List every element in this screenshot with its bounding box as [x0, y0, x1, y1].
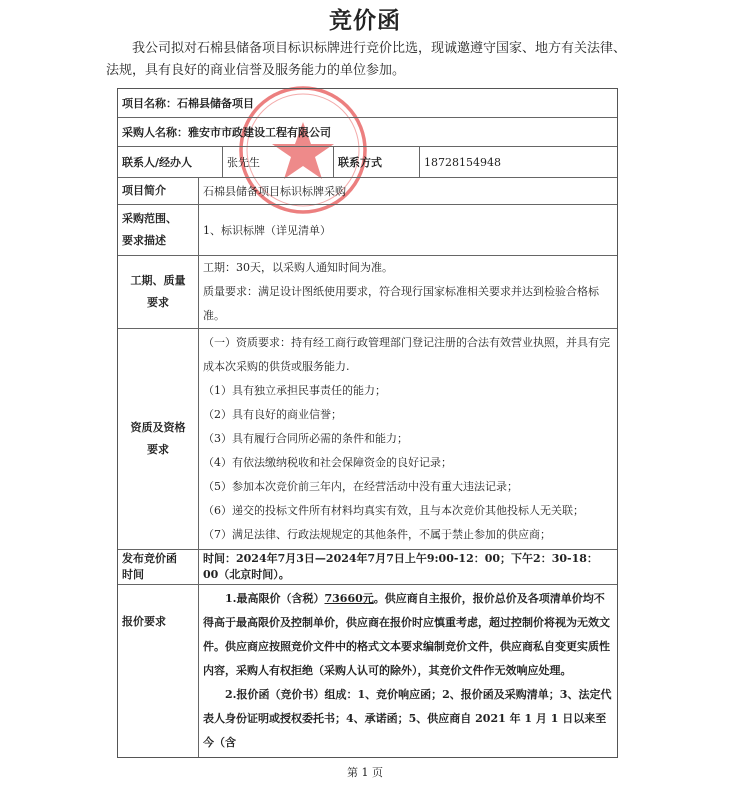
row-publish-time — [118, 549, 617, 584]
brief-value: 石棉县储备项目标识标牌采购 — [203, 185, 346, 198]
scope-label-line1: 采购范围、 — [122, 212, 177, 225]
scope-value: 1、标识标牌（详见清单） — [203, 224, 331, 237]
publish-time-label — [118, 550, 199, 584]
period-label-line1: 工期、质量 — [130, 274, 186, 287]
phone-label: 联系方式 — [334, 147, 420, 177]
row-project-name — [118, 89, 617, 117]
row-period — [118, 255, 617, 328]
document-title: 竞价函 — [329, 7, 401, 34]
quote-label: 报价要求 — [118, 585, 199, 757]
qualification-item: （5）参加本次竞价前三年内，在经营活动中没有重大违法记录； — [203, 480, 518, 493]
contact-value: 张先生 — [223, 147, 334, 177]
qualification-item: （一）资质要求：持有经工商行政管理部门登记注册的合法有效营业执照，并具有完 — [203, 336, 610, 349]
qualification-label — [118, 329, 199, 549]
quote-2: 2.报价函（竞价书）组成：1、竞价响应函；2、报价函及采购清单；3、法定代表人身份证明或授权委托书；4、承诺函；5、供应商自 2021 年 1 月 1 日以来至今（含 — [203, 688, 612, 749]
publish-time-value: 时间：2024年7月3日—2024年7月7日上午9:00-12：00；下午2：30-18：00（北京时间）。 — [203, 552, 598, 581]
purchaser-name: 采购人名称：雅安市市政建设工程有限公司 — [122, 126, 331, 139]
row-brief — [118, 177, 617, 204]
quote-value — [199, 585, 617, 757]
period-label — [118, 256, 199, 328]
period-value — [199, 256, 617, 328]
quote-1-prefix: 1.最高限价（含税） — [225, 592, 325, 605]
qualification-item: （3）具有履行合同所必需的条件和能力； — [203, 432, 408, 445]
max-price: 73660元 — [324, 592, 374, 605]
qualification-item: （7）满足法律、行政法规规定的其他条件，不属于禁止参加的供应商； — [203, 528, 551, 541]
scope-label-line2: 要求描述 — [122, 234, 166, 247]
project-name: 项目名称：石棉县储备项目 — [122, 97, 254, 110]
qualification-label-line1: 资质及资格 — [130, 421, 186, 434]
quote-1-rest: 。供应商自主报价，报价总价及各项清单价均不得高于最高限价及控制单价，供应商在报价时应慎重考虑，超过控制价将视为无效文件。供应商应按照竞价文件中的格式文本要求编制竞价文件，供应商私自变更实质性内容，采购人有权拒绝（采购人认可的除外），其竞价文件作无效响应处理。 — [203, 592, 610, 677]
qualification-item: （1）具有独立承担民事责任的能力； — [203, 384, 386, 397]
period-text: 工期：30天，以采购人通知时间为准。 — [203, 261, 393, 274]
phone-value: 18728154948 — [424, 155, 501, 169]
publish-time-label-line1: 发布竞价函 — [122, 552, 177, 565]
bid-info-table — [117, 88, 618, 758]
qualification-item: （4）有依法缴纳税收和社会保障资金的良好记录； — [203, 456, 452, 469]
intro-paragraph: 我公司拟对石棉县储备项目标识标牌进行竞价比选，现诚邀遵守国家、地方有关法律、法规，具有良好的商业信誉及服务能力的单位参加。 — [106, 41, 627, 78]
period-label-line2: 要求 — [147, 296, 169, 309]
row-qualification — [118, 328, 617, 549]
scope-label — [118, 205, 199, 255]
row-scope — [118, 204, 617, 255]
page-number: 第 1 页 — [347, 766, 383, 779]
qualification-list — [199, 329, 617, 549]
publish-time-label-line2: 时间 — [122, 568, 144, 581]
qualification-item: （2）具有良好的商业信誉； — [203, 408, 342, 421]
row-purchaser — [118, 117, 617, 146]
quality-text: 质量要求：满足设计图纸使用要求，符合现行国家标准相关要求并达到检验合格标准。 — [203, 285, 599, 322]
qualification-item: 成本次采购的供货或服务能力. — [203, 360, 350, 373]
qualification-label-line2: 要求 — [147, 443, 169, 456]
contact-label: 联系人/经办人 — [118, 147, 223, 177]
row-contact — [118, 146, 617, 177]
row-quote — [118, 584, 617, 757]
qualification-item: （6）递交的投标文件所有材料均真实有效，且与本次竞价其他投标人无关联； — [203, 504, 584, 517]
brief-label: 项目简介 — [118, 178, 199, 204]
